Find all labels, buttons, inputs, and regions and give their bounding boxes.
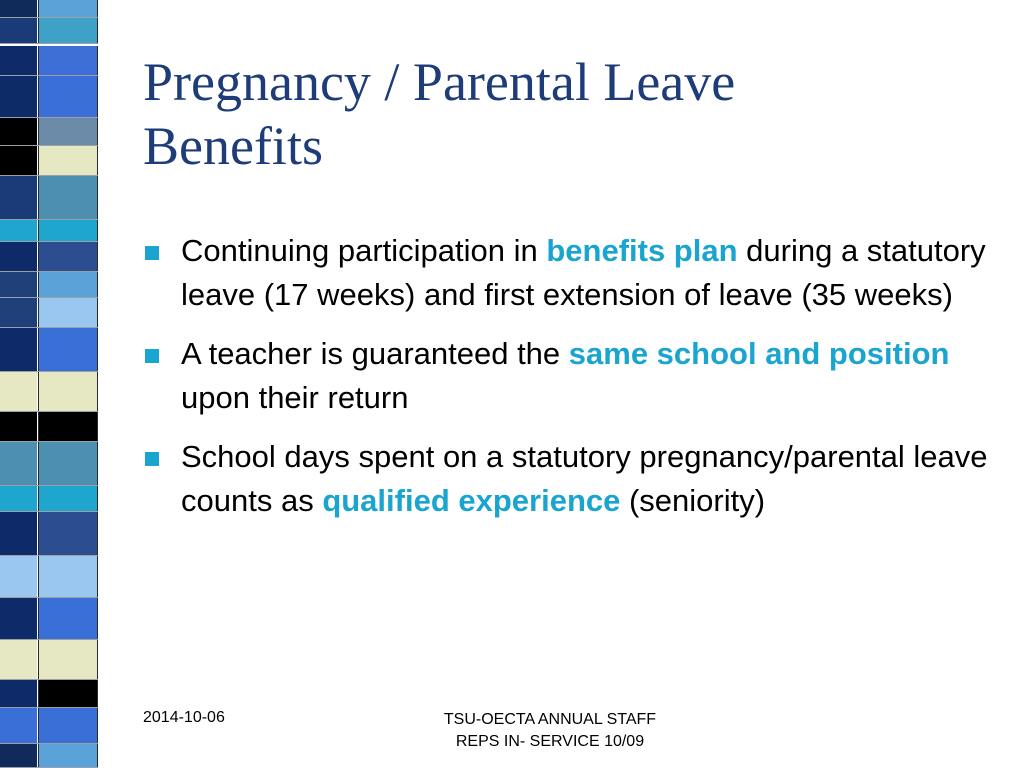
bullet-text: Continuing participation in: [181, 233, 547, 268]
bullet-text: upon their return: [181, 380, 409, 415]
decorative-stripe: [0, 598, 110, 640]
bullet-text: (seniority): [620, 483, 766, 518]
decorative-stripe: [0, 220, 110, 242]
decorative-stripe: [0, 242, 110, 272]
decorative-stripe: [0, 298, 110, 328]
bullet-text: A teacher is guaranteed the: [181, 336, 569, 371]
bullet-item: [145, 435, 1005, 523]
bullet-highlight: benefits plan: [546, 233, 738, 268]
decorative-stripe: [0, 708, 110, 744]
square-bullet-icon: [145, 246, 159, 260]
bullet-text: during a statutory leave (17 weeks) and first extension of leave (35 weeks): [181, 233, 986, 312]
decorative-stripe: [0, 76, 110, 118]
decorative-stripe: [0, 442, 110, 486]
bullet-highlight: same school and position: [568, 336, 950, 371]
bullet-highlight: qualified experience: [322, 483, 621, 518]
decorative-stripe: [0, 486, 110, 512]
footer-date: 2014-10-06: [143, 709, 225, 726]
decorative-stripe: [0, 372, 110, 412]
decorative-stripe: [0, 46, 110, 76]
footer-center-text: [400, 709, 700, 753]
decorative-stripe: [0, 680, 110, 708]
decorative-stripe: [0, 176, 110, 220]
title-line-1: Pregnancy / Parental Leave: [143, 52, 736, 112]
decorative-stripe: [0, 556, 110, 598]
decorative-stripe: [0, 744, 110, 768]
decorative-stripe: [0, 328, 110, 372]
decorative-stripe: [0, 412, 110, 442]
bullet-list: [145, 229, 1005, 538]
bullet-text: School days spent on a statutory pregnancy/parental leave counts as: [181, 439, 988, 518]
footer-line-1: TSU-OECTA ANNUAL STAFF: [443, 711, 657, 728]
decorative-stripe: [0, 146, 110, 176]
bullet-item: [145, 332, 1005, 420]
decorative-stripe: [0, 512, 110, 556]
decorative-stripe-bar: [0, 0, 110, 768]
decorative-stripe: [0, 18, 110, 44]
square-bullet-icon: [145, 452, 159, 466]
title-line-2: Benefits: [143, 116, 323, 176]
footer-line-2: REPS IN- SERVICE 10/09: [455, 733, 645, 750]
decorative-stripe: [0, 118, 110, 146]
decorative-stripe: [0, 0, 110, 18]
bullet-item: [145, 229, 1005, 317]
square-bullet-icon: [145, 349, 159, 363]
slide-title: [143, 50, 1003, 178]
decorative-stripe: [0, 640, 110, 680]
decorative-stripe: [0, 272, 110, 298]
